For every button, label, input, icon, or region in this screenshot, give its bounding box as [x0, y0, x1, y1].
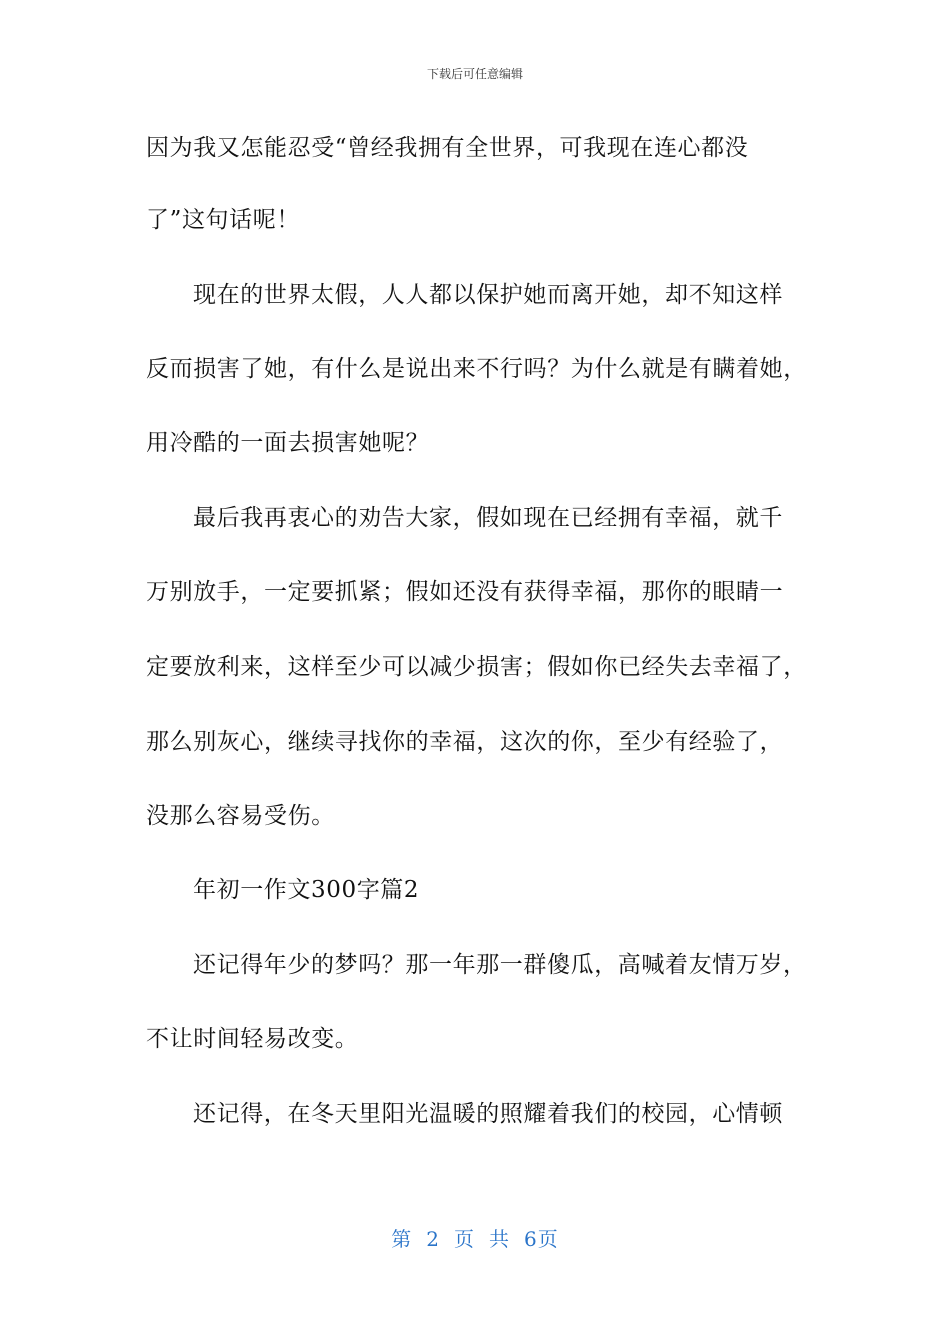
paragraph-start-line: 还记得，在冬天里阳光温暖的照耀着我们的校园，心情顿 [193, 1101, 783, 1127]
footer-total-pages: 6页 [524, 1227, 559, 1251]
paragraph-start-line: 现在的世界太假，人人都以保护她而离开她，却不知这样 [193, 282, 783, 308]
text-line: 因为我又怎能忍受“曾经我拥有全世界，可我现在连心都没 [146, 135, 749, 161]
text-line: 万别放手，一定要抓紧；假如还没有获得幸福，那你的眼睛一 [146, 579, 784, 605]
text-line: 没那么容易受伤。 [146, 803, 335, 829]
paragraph-start-line: 还记得年少的梦吗？那一年那一群傻瓜，高喊着友情万岁， [193, 952, 807, 978]
text-line: 用冷酷的一面去损害她呢？ [146, 430, 430, 456]
text-line: 定要放利来，这样至少可以减少损害；假如你已经失去幸福了， [146, 654, 807, 680]
header-text: 下载后可任意编辑 [426, 67, 523, 81]
footer-page-label: 页 [454, 1227, 475, 1251]
paragraph-start-line: 最后我再衷心的劝告大家，假如现在已经拥有幸福，就千 [193, 505, 783, 531]
text-line: 不让时间轻易改变。 [146, 1026, 359, 1052]
footer-current-page: 2 [426, 1227, 440, 1251]
text-line: 了”这句话呢！ [146, 207, 300, 233]
text-line: 那么别灰心，继续寻找你的幸福，这次的你，至少有经验了， [146, 729, 784, 755]
page-footer [0, 1226, 950, 1252]
text-line: 反而损害了她，有什么是说出来不行吗？为什么就是有瞒着她， [146, 356, 807, 382]
footer-total-prefix: 共 [489, 1227, 510, 1251]
footer-prefix: 第 [391, 1227, 413, 1251]
section-heading: 年初一作文300字篇2 [193, 877, 420, 903]
